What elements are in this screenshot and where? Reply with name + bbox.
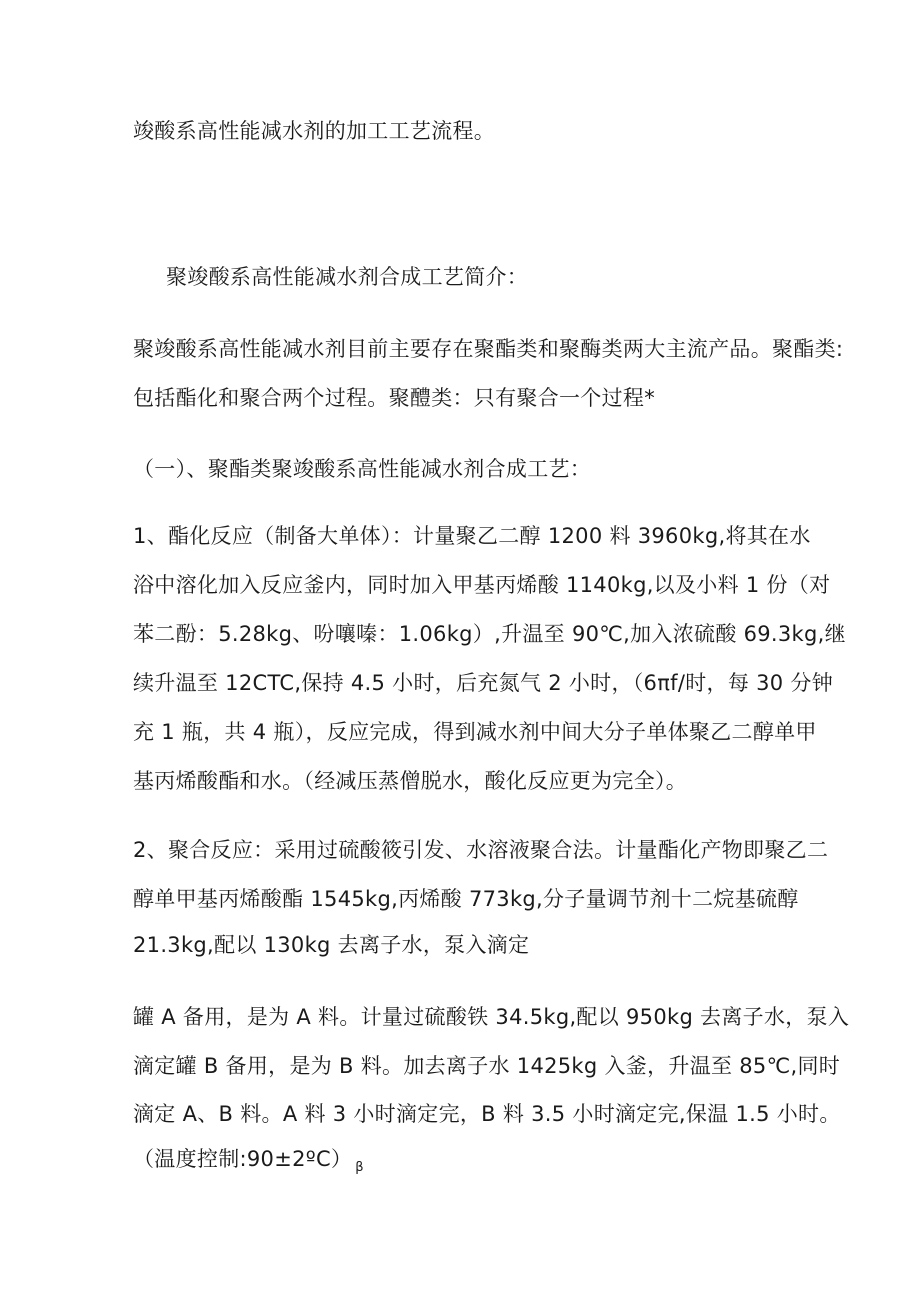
section-one-title: （一）、聚酯类聚竣酸系高性能减水剂合成工艺： — [133, 457, 592, 481]
step1-line-3: 苯二酚：5.28kg、吩嚷嗪：1.06kg）,升温至 90℃,加入浓硫酸 69.3kg,继 — [133, 622, 846, 646]
step2-cont-line-1: 罐 A 备用，是为 A 料。计量过硫酸铁 34.5kg,配以 950kg 去离子水，泵入 — [133, 1005, 850, 1029]
overview-line-1: 聚竣酸系高性能减水剂目前主要存在聚酯类和聚酶类两大主流产品。聚酯类: — [133, 337, 844, 361]
overview-line-2: 包括酯化和聚合两个过程。聚醴类：只有聚合一个过程* — [133, 386, 655, 410]
trailing-mark: β — [355, 1160, 364, 1175]
step2-line-3: 21.3kg,配以 130kg 去离子水，泵入滴定 — [133, 933, 530, 957]
step1-line-1: 1、酯化反应（制备大单体）：计量聚乙二醇 1200 料 3960kg,将其在水 — [133, 524, 811, 548]
temperature-note: （温度控制:90±2ºC） — [133, 1147, 353, 1171]
step1-line-2: 浴中溶化加入反应釜内，同时加入甲基丙烯酸 1140kg,以及小料 1 份（对 — [133, 573, 831, 597]
step1-line-6: 基丙烯酸酯和水。（经减压蒸僧脱水，酸化反应更为完全）。 — [133, 769, 688, 793]
step1-line-5: 充 1 瓶，共 4 瓶），反应完成，得到减水剂中间大分子单体聚乙二醇单甲 — [133, 720, 817, 744]
step2-cont-line-4 — [133, 1145, 364, 1182]
step2-line-2: 醇单甲基丙烯酸酯 1545kg,丙烯酸 773kg,分子量调节剂十二烷基硫醇 — [133, 887, 799, 911]
step2-cont-line-2: 滴定罐 B 备用，是为 B 料。加去离子水 1425kg 入釜，升温至 85℃,同时 — [133, 1054, 841, 1078]
step1-line-4: 续升温至 12CTC,保持 4.5 小时，后充氮气 2 小时，（6πf/时，每 30 分钟 — [133, 671, 833, 695]
step2-cont-line-3: 滴定 A、B 料。A 料 3 小时滴定完，B 料 3.5 小时滴定完,保温 1.5 小时。 — [133, 1102, 841, 1126]
step2-line-1: 2、聚合反应：采用过硫酸筱引发、水溶液聚合法。计量酯化产物即聚乙二 — [133, 838, 829, 862]
section-heading: 聚竣酸系高性能减水剂合成工艺简介： — [166, 265, 529, 289]
intro-line: 竣酸系高性能减水剂的加工工艺流程。 — [133, 119, 496, 143]
